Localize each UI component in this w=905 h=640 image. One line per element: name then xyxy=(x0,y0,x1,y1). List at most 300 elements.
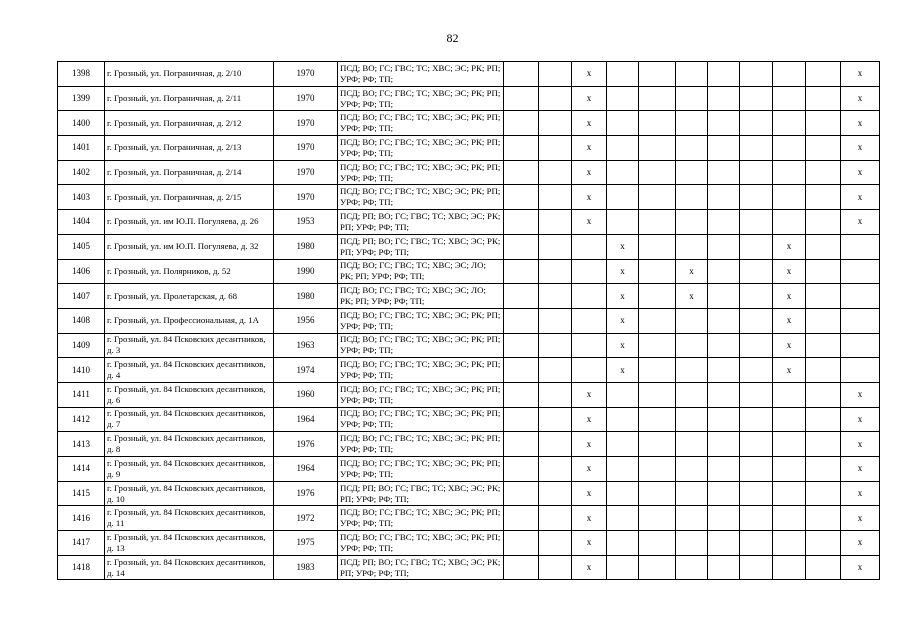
row-number-cell: 1400 xyxy=(58,111,105,136)
mark-cell xyxy=(806,185,841,210)
mark-cell xyxy=(740,259,773,284)
mark-cell xyxy=(708,86,740,111)
mark-cell: x xyxy=(773,358,806,383)
mark-cell xyxy=(740,531,773,556)
mark-cell: x xyxy=(773,259,806,284)
mark-cell xyxy=(572,358,607,383)
mark-cell xyxy=(708,259,740,284)
row-number-cell: 1399 xyxy=(58,86,105,111)
mark-cell: x xyxy=(841,531,880,556)
address-cell: г. Грозный, ул. им Ю.П. Погуляева, д. 32 xyxy=(105,234,274,259)
mark-cell xyxy=(841,284,880,309)
row-number-cell: 1418 xyxy=(58,555,105,580)
address-cell: г. Грозный, ул. 84 Псковских десантников, д. 11 xyxy=(105,506,274,531)
mark-cell xyxy=(708,333,740,358)
mark-cell: x xyxy=(841,136,880,161)
mark-cell xyxy=(639,481,676,506)
mark-cell: x xyxy=(841,457,880,482)
mark-cell xyxy=(841,234,880,259)
address-cell: г. Грозный, ул. им Ю.П. Погуляева, д. 26 xyxy=(105,210,274,235)
table-row xyxy=(58,481,880,506)
mark-cell xyxy=(639,555,676,580)
mark-cell xyxy=(806,234,841,259)
mark-cell xyxy=(740,111,773,136)
mark-cell xyxy=(504,358,539,383)
systems-cell: ПСД; РП; ВО; ГС; ГВС; ТС; ХВС; ЭС; РК; РП; УРФ; РФ; ТП; xyxy=(338,234,504,259)
mark-cell xyxy=(607,111,639,136)
mark-cell xyxy=(504,62,539,87)
mark-cell xyxy=(539,407,572,432)
mark-cell xyxy=(539,136,572,161)
row-number-cell: 1411 xyxy=(58,382,105,407)
systems-cell: ПСД; ВО; ГС; ГВС; ТС; ХВС; ЭС; РК; РП; УРФ; РФ; ТП; xyxy=(338,86,504,111)
mark-cell xyxy=(676,506,708,531)
address-cell: г. Грозный, ул. Пролетарская, д. 68 xyxy=(105,284,274,309)
mark-cell: x xyxy=(607,234,639,259)
table-row xyxy=(58,284,880,309)
mark-cell xyxy=(539,111,572,136)
mark-cell: x xyxy=(676,284,708,309)
mark-cell xyxy=(539,358,572,383)
mark-cell xyxy=(740,86,773,111)
address-cell: г. Грозный, ул. Пограничная, д. 2/10 xyxy=(105,62,274,87)
mark-cell xyxy=(639,506,676,531)
address-cell: г. Грозный, ул. 84 Псковских десантников, д. 3 xyxy=(105,333,274,358)
mark-cell xyxy=(740,407,773,432)
mark-cell xyxy=(607,432,639,457)
mark-cell xyxy=(708,382,740,407)
mark-cell: x xyxy=(676,259,708,284)
mark-cell: x xyxy=(841,111,880,136)
mark-cell xyxy=(806,382,841,407)
mark-cell xyxy=(806,86,841,111)
row-number-cell: 1417 xyxy=(58,531,105,556)
mark-cell xyxy=(539,555,572,580)
row-number-cell: 1398 xyxy=(58,62,105,87)
mark-cell xyxy=(504,136,539,161)
systems-cell: ПСД; ВО; ГС; ГВС; ТС; ХВС; ЭС; РК; РП; УРФ; РФ; ТП; xyxy=(338,382,504,407)
year-built-cell: 1974 xyxy=(274,358,338,383)
table-row xyxy=(58,160,880,185)
mark-cell xyxy=(504,234,539,259)
mark-cell xyxy=(676,62,708,87)
mark-cell xyxy=(572,333,607,358)
table-row xyxy=(58,457,880,482)
mark-cell xyxy=(504,531,539,556)
mark-cell xyxy=(708,432,740,457)
table-row xyxy=(58,555,880,580)
mark-cell xyxy=(504,210,539,235)
mark-cell: x xyxy=(841,210,880,235)
mark-cell xyxy=(806,284,841,309)
mark-cell xyxy=(504,160,539,185)
mark-cell xyxy=(806,62,841,87)
year-built-cell: 1980 xyxy=(274,284,338,309)
address-cell: г. Грозный, ул. Пограничная, д. 2/12 xyxy=(105,111,274,136)
table-row xyxy=(58,210,880,235)
year-built-cell: 1970 xyxy=(274,111,338,136)
mark-cell xyxy=(539,86,572,111)
year-built-cell: 1972 xyxy=(274,506,338,531)
mark-cell xyxy=(639,531,676,556)
mark-cell xyxy=(607,531,639,556)
mark-cell xyxy=(504,432,539,457)
address-cell: г. Грозный, ул. Пограничная, д. 2/13 xyxy=(105,136,274,161)
housing-table xyxy=(57,61,880,580)
table-row xyxy=(58,185,880,210)
mark-cell xyxy=(740,555,773,580)
mark-cell xyxy=(773,531,806,556)
mark-cell xyxy=(773,382,806,407)
systems-cell: ПСД; ВО; ГС; ГВС; ТС; ХВС; ЭС; РК; РП; УРФ; РФ; ТП; xyxy=(338,407,504,432)
mark-cell xyxy=(676,531,708,556)
mark-cell: x xyxy=(841,506,880,531)
table-row xyxy=(58,333,880,358)
mark-cell: x xyxy=(841,185,880,210)
mark-cell: x xyxy=(572,506,607,531)
mark-cell xyxy=(773,62,806,87)
mark-cell xyxy=(504,555,539,580)
mark-cell xyxy=(773,111,806,136)
mark-cell: x xyxy=(841,555,880,580)
mark-cell: x xyxy=(773,284,806,309)
year-built-cell: 1990 xyxy=(274,259,338,284)
mark-cell xyxy=(708,234,740,259)
mark-cell xyxy=(708,481,740,506)
mark-cell xyxy=(806,358,841,383)
mark-cell xyxy=(607,210,639,235)
mark-cell xyxy=(676,333,708,358)
systems-cell: ПСД; ВО; ГС; ГВС; ТС; ХВС; ЭС; РК; РП; УРФ; РФ; ТП; xyxy=(338,531,504,556)
mark-cell: x xyxy=(841,432,880,457)
mark-cell xyxy=(539,432,572,457)
mark-cell xyxy=(676,555,708,580)
mark-cell xyxy=(773,86,806,111)
mark-cell xyxy=(740,457,773,482)
mark-cell xyxy=(607,382,639,407)
systems-cell: ПСД; РП; ВО; ГС; ГВС; ТС; ХВС; ЭС; РК; РП; УРФ; РФ; ТП; xyxy=(338,481,504,506)
mark-cell xyxy=(708,111,740,136)
address-cell: г. Грозный, ул. Полярников, д. 52 xyxy=(105,259,274,284)
systems-cell: ПСД; ВО; ГС; ГВС; ТС; ХВС; ЭС; РК; РП; УРФ; РФ; ТП; xyxy=(338,62,504,87)
table-row xyxy=(58,259,880,284)
mark-cell xyxy=(639,62,676,87)
mark-cell xyxy=(607,160,639,185)
systems-cell: ПСД; ВО; ГС; ГВС; ТС; ХВС; ЭС; РК; РП; УРФ; РФ; ТП; xyxy=(338,308,504,333)
mark-cell: x xyxy=(773,333,806,358)
mark-cell xyxy=(708,407,740,432)
table-row xyxy=(58,432,880,457)
mark-cell xyxy=(504,457,539,482)
mark-cell xyxy=(504,481,539,506)
mark-cell xyxy=(773,481,806,506)
mark-cell xyxy=(607,86,639,111)
mark-cell xyxy=(504,333,539,358)
mark-cell xyxy=(708,62,740,87)
mark-cell xyxy=(639,111,676,136)
mark-cell xyxy=(773,457,806,482)
mark-cell xyxy=(639,457,676,482)
mark-cell xyxy=(708,457,740,482)
mark-cell xyxy=(740,506,773,531)
mark-cell xyxy=(676,111,708,136)
mark-cell xyxy=(539,210,572,235)
row-number-cell: 1405 xyxy=(58,234,105,259)
mark-cell: x xyxy=(773,234,806,259)
mark-cell xyxy=(676,481,708,506)
year-built-cell: 1970 xyxy=(274,185,338,210)
mark-cell: x xyxy=(572,86,607,111)
mark-cell: x xyxy=(607,259,639,284)
mark-cell xyxy=(504,259,539,284)
mark-cell xyxy=(607,136,639,161)
address-cell: г. Грозный, ул. 84 Псковских десантников, д. 8 xyxy=(105,432,274,457)
page-number: 82 xyxy=(446,31,459,45)
mark-cell: x xyxy=(841,481,880,506)
mark-cell: x xyxy=(607,358,639,383)
mark-cell xyxy=(676,234,708,259)
year-built-cell: 1964 xyxy=(274,457,338,482)
mark-cell xyxy=(572,259,607,284)
mark-cell xyxy=(773,210,806,235)
systems-cell: ПСД; ВО; ГС; ГВС; ТС; ХВС; ЭС; РК; РП; УРФ; РФ; ТП; xyxy=(338,432,504,457)
systems-cell: ПСД; ВО; ГС; ГВС; ТС; ХВС; ЭС; РК; РП; УРФ; РФ; ТП; xyxy=(338,160,504,185)
row-number-cell: 1410 xyxy=(58,358,105,383)
mark-cell xyxy=(773,160,806,185)
mark-cell xyxy=(740,62,773,87)
mark-cell xyxy=(708,136,740,161)
mark-cell xyxy=(607,481,639,506)
mark-cell xyxy=(639,160,676,185)
mark-cell xyxy=(504,185,539,210)
mark-cell xyxy=(539,284,572,309)
mark-cell xyxy=(639,308,676,333)
mark-cell xyxy=(504,407,539,432)
mark-cell: x xyxy=(841,407,880,432)
address-cell: г. Грозный, ул. 84 Псковских десантников, д. 7 xyxy=(105,407,274,432)
year-built-cell: 1963 xyxy=(274,333,338,358)
mark-cell xyxy=(607,506,639,531)
mark-cell xyxy=(740,160,773,185)
mark-cell xyxy=(841,333,880,358)
mark-cell xyxy=(841,308,880,333)
mark-cell xyxy=(806,457,841,482)
mark-cell xyxy=(708,358,740,383)
mark-cell xyxy=(806,160,841,185)
systems-cell: ПСД; РП; ВО; ГС; ГВС; ТС; ХВС; ЭС; РК; РП; УРФ; РФ; ТП; xyxy=(338,210,504,235)
mark-cell xyxy=(708,160,740,185)
table-row xyxy=(58,111,880,136)
mark-cell xyxy=(740,210,773,235)
mark-cell: x xyxy=(841,160,880,185)
mark-cell xyxy=(539,531,572,556)
mark-cell: x xyxy=(572,210,607,235)
year-built-cell: 1976 xyxy=(274,432,338,457)
row-number-cell: 1404 xyxy=(58,210,105,235)
mark-cell xyxy=(740,382,773,407)
mark-cell xyxy=(773,432,806,457)
mark-cell xyxy=(740,432,773,457)
mark-cell xyxy=(572,234,607,259)
mark-cell xyxy=(504,111,539,136)
systems-cell: ПСД; ВО; ГС; ГВС; ТС; ХВС; ЭС; РК; РП; УРФ; РФ; ТП; xyxy=(338,506,504,531)
mark-cell xyxy=(708,555,740,580)
mark-cell xyxy=(639,358,676,383)
mark-cell xyxy=(639,234,676,259)
year-built-cell: 1976 xyxy=(274,481,338,506)
mark-cell xyxy=(539,185,572,210)
address-cell: г. Грозный, ул. 84 Псковских десантников, д. 4 xyxy=(105,358,274,383)
mark-cell xyxy=(639,86,676,111)
address-cell: г. Грозный, ул. 84 Псковских десантников, д. 10 xyxy=(105,481,274,506)
mark-cell xyxy=(639,432,676,457)
mark-cell xyxy=(539,259,572,284)
mark-cell xyxy=(708,284,740,309)
mark-cell xyxy=(539,457,572,482)
mark-cell xyxy=(773,185,806,210)
mark-cell xyxy=(841,259,880,284)
mark-cell: x xyxy=(572,160,607,185)
mark-cell xyxy=(607,555,639,580)
systems-cell: ПСД; ВО; ГС; ГВС; ТС; ХВС; ЭС; РК; РП; УРФ; РФ; ТП; xyxy=(338,333,504,358)
mark-cell xyxy=(740,136,773,161)
row-number-cell: 1416 xyxy=(58,506,105,531)
mark-cell xyxy=(676,160,708,185)
mark-cell xyxy=(676,86,708,111)
systems-cell: ПСД; ВО; ГС; ГВС; ТС; ХВС; ЭС; РК; РП; УРФ; РФ; ТП; xyxy=(338,358,504,383)
mark-cell: x xyxy=(773,308,806,333)
mark-cell xyxy=(676,382,708,407)
mark-cell xyxy=(607,62,639,87)
mark-cell: x xyxy=(607,333,639,358)
mark-cell xyxy=(539,333,572,358)
mark-cell xyxy=(539,62,572,87)
mark-cell xyxy=(676,358,708,383)
mark-cell xyxy=(806,333,841,358)
mark-cell xyxy=(676,407,708,432)
mark-cell xyxy=(806,111,841,136)
row-number-cell: 1401 xyxy=(58,136,105,161)
year-built-cell: 1980 xyxy=(274,234,338,259)
mark-cell xyxy=(639,210,676,235)
mark-cell: x xyxy=(572,407,607,432)
mark-cell xyxy=(806,506,841,531)
row-number-cell: 1413 xyxy=(58,432,105,457)
mark-cell xyxy=(740,284,773,309)
mark-cell xyxy=(504,506,539,531)
mark-cell xyxy=(740,481,773,506)
mark-cell xyxy=(773,555,806,580)
mark-cell xyxy=(676,308,708,333)
systems-cell: ПСД; РП; ВО; ГС; ГВС; ТС; ХВС; ЭС; РК; РП; УРФ; РФ; ТП; xyxy=(338,555,504,580)
table-row xyxy=(58,382,880,407)
mark-cell xyxy=(740,234,773,259)
mark-cell xyxy=(708,210,740,235)
mark-cell xyxy=(639,382,676,407)
mark-cell: x xyxy=(607,308,639,333)
mark-cell: x xyxy=(572,111,607,136)
mark-cell xyxy=(841,358,880,383)
mark-cell: x xyxy=(572,457,607,482)
mark-cell xyxy=(708,185,740,210)
mark-cell: x xyxy=(841,62,880,87)
mark-cell xyxy=(639,284,676,309)
mark-cell xyxy=(504,308,539,333)
mark-cell xyxy=(806,531,841,556)
year-built-cell: 1970 xyxy=(274,160,338,185)
address-cell: г. Грозный, ул. 84 Псковских десантников, д. 13 xyxy=(105,531,274,556)
mark-cell: x xyxy=(572,481,607,506)
mark-cell xyxy=(539,481,572,506)
mark-cell xyxy=(639,259,676,284)
mark-cell xyxy=(806,555,841,580)
mark-cell xyxy=(740,185,773,210)
mark-cell xyxy=(806,308,841,333)
mark-cell: x xyxy=(841,86,880,111)
mark-cell xyxy=(708,506,740,531)
year-built-cell: 1970 xyxy=(274,136,338,161)
systems-cell: ПСД; ВО; ГС; ГВС; ТС; ХВС; ЭС; РК; РП; УРФ; РФ; ТП; xyxy=(338,136,504,161)
table-row xyxy=(58,86,880,111)
year-built-cell: 1970 xyxy=(274,62,338,87)
row-number-cell: 1415 xyxy=(58,481,105,506)
row-number-cell: 1403 xyxy=(58,185,105,210)
table-row xyxy=(58,358,880,383)
mark-cell xyxy=(676,210,708,235)
table-row xyxy=(58,506,880,531)
row-number-cell: 1402 xyxy=(58,160,105,185)
systems-cell: ПСД; ВО; ГС; ГВС; ТС; ХВС; ЭС; РК; РП; УРФ; РФ; ТП; xyxy=(338,457,504,482)
mark-cell xyxy=(639,407,676,432)
mark-cell xyxy=(539,160,572,185)
mark-cell xyxy=(572,308,607,333)
mark-cell: x xyxy=(572,136,607,161)
year-built-cell: 1975 xyxy=(274,531,338,556)
mark-cell xyxy=(504,382,539,407)
row-number-cell: 1407 xyxy=(58,284,105,309)
address-cell: г. Грозный, ул. 84 Псковских десантников, д. 9 xyxy=(105,457,274,482)
mark-cell: x xyxy=(572,432,607,457)
address-cell: г. Грозный, ул. Пограничная, д. 2/14 xyxy=(105,160,274,185)
mark-cell xyxy=(708,531,740,556)
systems-cell: ПСД; ВО; ГС; ГВС; ТС; ХВС; ЭС; РК; РП; УРФ; РФ; ТП; xyxy=(338,185,504,210)
year-built-cell: 1970 xyxy=(274,86,338,111)
mark-cell xyxy=(607,407,639,432)
year-built-cell: 1964 xyxy=(274,407,338,432)
mark-cell xyxy=(539,308,572,333)
mark-cell xyxy=(676,136,708,161)
systems-cell: ПСД; ВО; ГС; ГВС; ТС; ХВС; ЭС; ЛО; РК; РП; УРФ; РФ; ТП; xyxy=(338,259,504,284)
row-number-cell: 1409 xyxy=(58,333,105,358)
year-built-cell: 1953 xyxy=(274,210,338,235)
mark-cell xyxy=(539,234,572,259)
mark-cell xyxy=(806,210,841,235)
row-number-cell: 1412 xyxy=(58,407,105,432)
year-built-cell: 1956 xyxy=(274,308,338,333)
mark-cell xyxy=(539,382,572,407)
table-row xyxy=(58,234,880,259)
mark-cell xyxy=(572,284,607,309)
mark-cell xyxy=(806,259,841,284)
mark-cell xyxy=(773,407,806,432)
mark-cell xyxy=(740,333,773,358)
table-row xyxy=(58,308,880,333)
mark-cell xyxy=(539,506,572,531)
mark-cell: x xyxy=(572,62,607,87)
mark-cell xyxy=(708,308,740,333)
row-number-cell: 1406 xyxy=(58,259,105,284)
mark-cell xyxy=(639,333,676,358)
